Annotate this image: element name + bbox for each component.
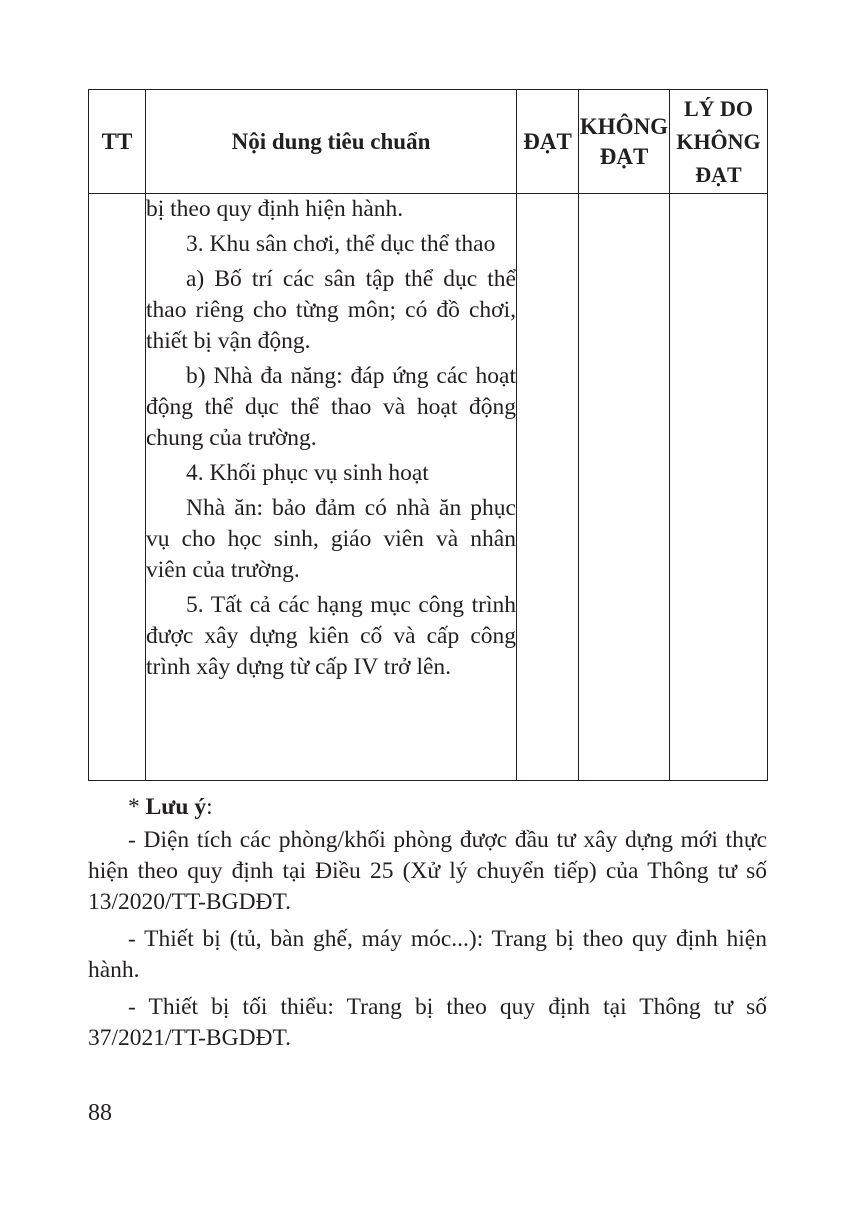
- criteria-table: [88, 89, 768, 781]
- page-number: 88: [88, 1100, 112, 1126]
- header-reason-line3: ĐẠT: [695, 162, 742, 187]
- fail-cell: [579, 194, 670, 781]
- note-prefix: *: [128, 794, 146, 820]
- header-reason-line2: KHÔNG: [676, 129, 761, 154]
- content-cell: [146, 194, 517, 781]
- content-paragraph: 5. Tất cả các hạng mục công trình được xây dựng kiên cố và cấp công trình xây dựng từ cấp IV trở lên.: [146, 592, 516, 680]
- note-item: - Thiết bị tối thiểu: Trang bị theo quy định tại Thông tư số 37/2021/TT-BGDĐT.: [88, 994, 767, 1051]
- content-paragraph: 3. Khu sân chơi, thể dục thể thao: [186, 231, 496, 257]
- header-reason: [670, 90, 768, 194]
- note-item: - Diện tích các phòng/khối phòng được đầu tư xây dựng mới thực hiện theo quy định tại Điều 25 (Xử lý chuyển tiếp) của Thông tư số 13/2020/TT-BGDĐT.: [88, 827, 767, 915]
- notes-section: [88, 792, 767, 1060]
- content-paragraph: bị theo quy định hiện hành.: [146, 196, 404, 222]
- reason-cell: [670, 194, 768, 781]
- content-paragraph: 4. Khối phục vụ sinh hoạt: [186, 460, 429, 486]
- content-paragraph: b) Nhà đa năng: đáp ứng các hoạt động thể dục thể thao và hoạt động chung của trường.: [146, 363, 516, 451]
- note-item: - Thiết bị (tủ, bàn ghế, máy móc...): Trang bị theo quy định hiện hành.: [88, 926, 767, 983]
- header-reason-line1: LÝ DO: [683, 96, 754, 121]
- pass-cell: [517, 194, 579, 781]
- note-heading: [88, 792, 767, 823]
- header-fail: [579, 90, 670, 194]
- tt-cell: [89, 194, 146, 781]
- note-colon: :: [206, 794, 213, 820]
- header-content: Nội dung tiêu chuẩn: [146, 90, 517, 194]
- table-header-row: [89, 90, 768, 194]
- header-pass: ĐẠT: [517, 90, 579, 194]
- table-row: [89, 194, 768, 781]
- content-paragraph: a) Bố trí các sân tập thể dục thể thao riêng cho từng môn; có đồ chơi, thiết bị vận động.: [146, 266, 516, 354]
- header-fail-line1: KHÔNG: [579, 113, 669, 139]
- content-paragraph: Nhà ăn: bảo đảm có nhà ăn phục vụ cho học sinh, giáo viên và nhân viên của trường.: [146, 495, 516, 583]
- note-title: Lưu ý: [145, 794, 207, 820]
- header-fail-line2: ĐẠT: [599, 143, 649, 169]
- header-tt: TT: [89, 90, 146, 194]
